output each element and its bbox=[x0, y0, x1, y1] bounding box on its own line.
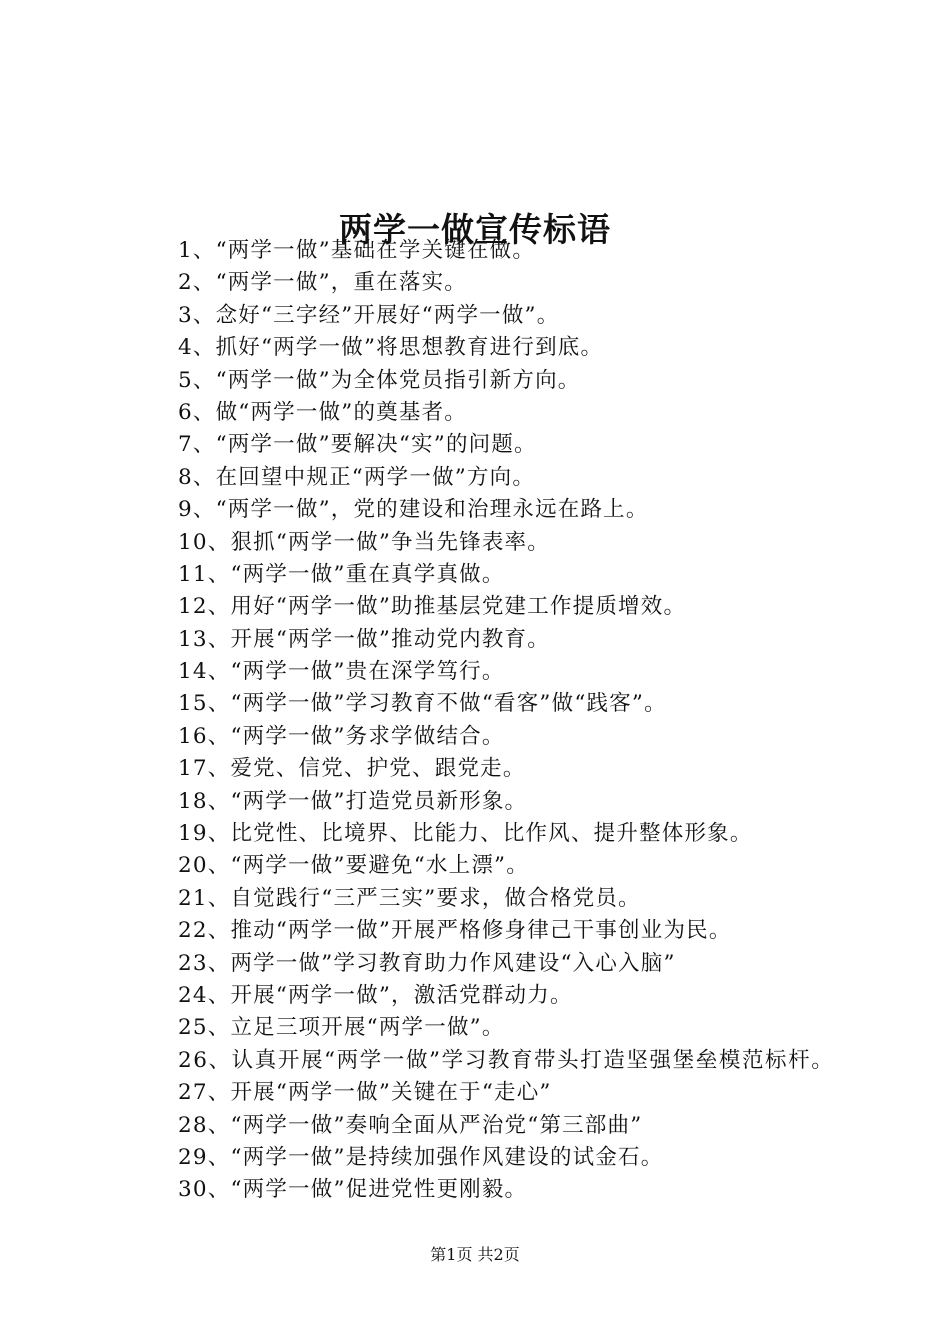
list-item: 24、开展“两学一做”，激活党群动力。 bbox=[178, 982, 573, 1008]
list-item: 11、“两学一做”重在真学真做。 bbox=[178, 561, 505, 587]
list-item: 22、推动“两学一做”开展严格修身律己干事创业为民。 bbox=[178, 918, 732, 944]
list-item: 16、“两学一做”务求学做结合。 bbox=[178, 723, 505, 749]
list-item: 17、爱党、信党、护党、跟党走。 bbox=[178, 756, 526, 782]
list-item: 20、“两学一做”要避免“水上漂”。 bbox=[178, 853, 529, 879]
list-item: 1、“两学一做”基础在学关键在做。 bbox=[178, 238, 536, 263]
list-item: 23、两学一做”学习教育助力作风建设“入心入脑” bbox=[178, 950, 676, 976]
list-item: 8、在回望中规正“两学一做”方向。 bbox=[178, 464, 536, 490]
list-item: 15、“两学一做”学习教育不做“看客”做“践客”。 bbox=[178, 691, 667, 717]
list-item: 25、立足三项开展“两学一做”。 bbox=[178, 1015, 505, 1041]
list-item: 12、用好“两学一做”助推基层党建工作提质增效。 bbox=[178, 594, 687, 620]
list-item: 29、“两学一做”是持续加强作风建设的试金石。 bbox=[178, 1144, 664, 1170]
list-item: 4、抓好“两学一做”将思想教育进行到底。 bbox=[178, 335, 604, 361]
list-item: 3、念好“三字经”开展好“两学一做”。 bbox=[178, 302, 560, 328]
list-item: 10、狠抓“两学一做”争当先锋表率。 bbox=[178, 529, 550, 555]
slogan-list bbox=[130, 235, 840, 1207]
list-item: 9、“两学一做”，党的建设和治理永远在路上。 bbox=[178, 497, 649, 523]
list-item: 18、“两学一做”打造党员新形象。 bbox=[178, 788, 528, 814]
list-item: 6、做“两学一做”的奠基者。 bbox=[178, 399, 467, 425]
list-item: 13、开展“两学一做”推动党内教育。 bbox=[178, 626, 550, 652]
page-title: 两学一做宣传标语 bbox=[339, 210, 611, 250]
list-item: 5、“两学一做”为全体党员指引新方向。 bbox=[178, 367, 581, 393]
list-item: 28、“两学一做”奏响全面从严治党“第三部曲” bbox=[178, 1112, 643, 1138]
list-item: 7、“两学一做”要解决“实”的问题。 bbox=[178, 432, 537, 458]
page-number-footer: 第1页 共2页 bbox=[430, 1245, 520, 1264]
list-item: 27、开展“两学一做”关键在于“走心” bbox=[178, 1080, 552, 1106]
list-item: 14、“两学一做”贵在深学笃行。 bbox=[178, 659, 505, 685]
list-item: 30、“两学一做”促进党性更刚毅。 bbox=[178, 1177, 528, 1203]
list-item: 19、比党性、比境界、比能力、比作风、提升整体形象。 bbox=[178, 821, 753, 847]
list-item: 21、自觉践行“三严三实”要求，做合格党员。 bbox=[178, 885, 641, 911]
list-item: 26、认真开展“两学一做”学习教育带头打造坚强堡垒模范标杆。 bbox=[178, 1047, 835, 1073]
list-item: 2、“两学一做”，重在落实。 bbox=[178, 270, 467, 296]
